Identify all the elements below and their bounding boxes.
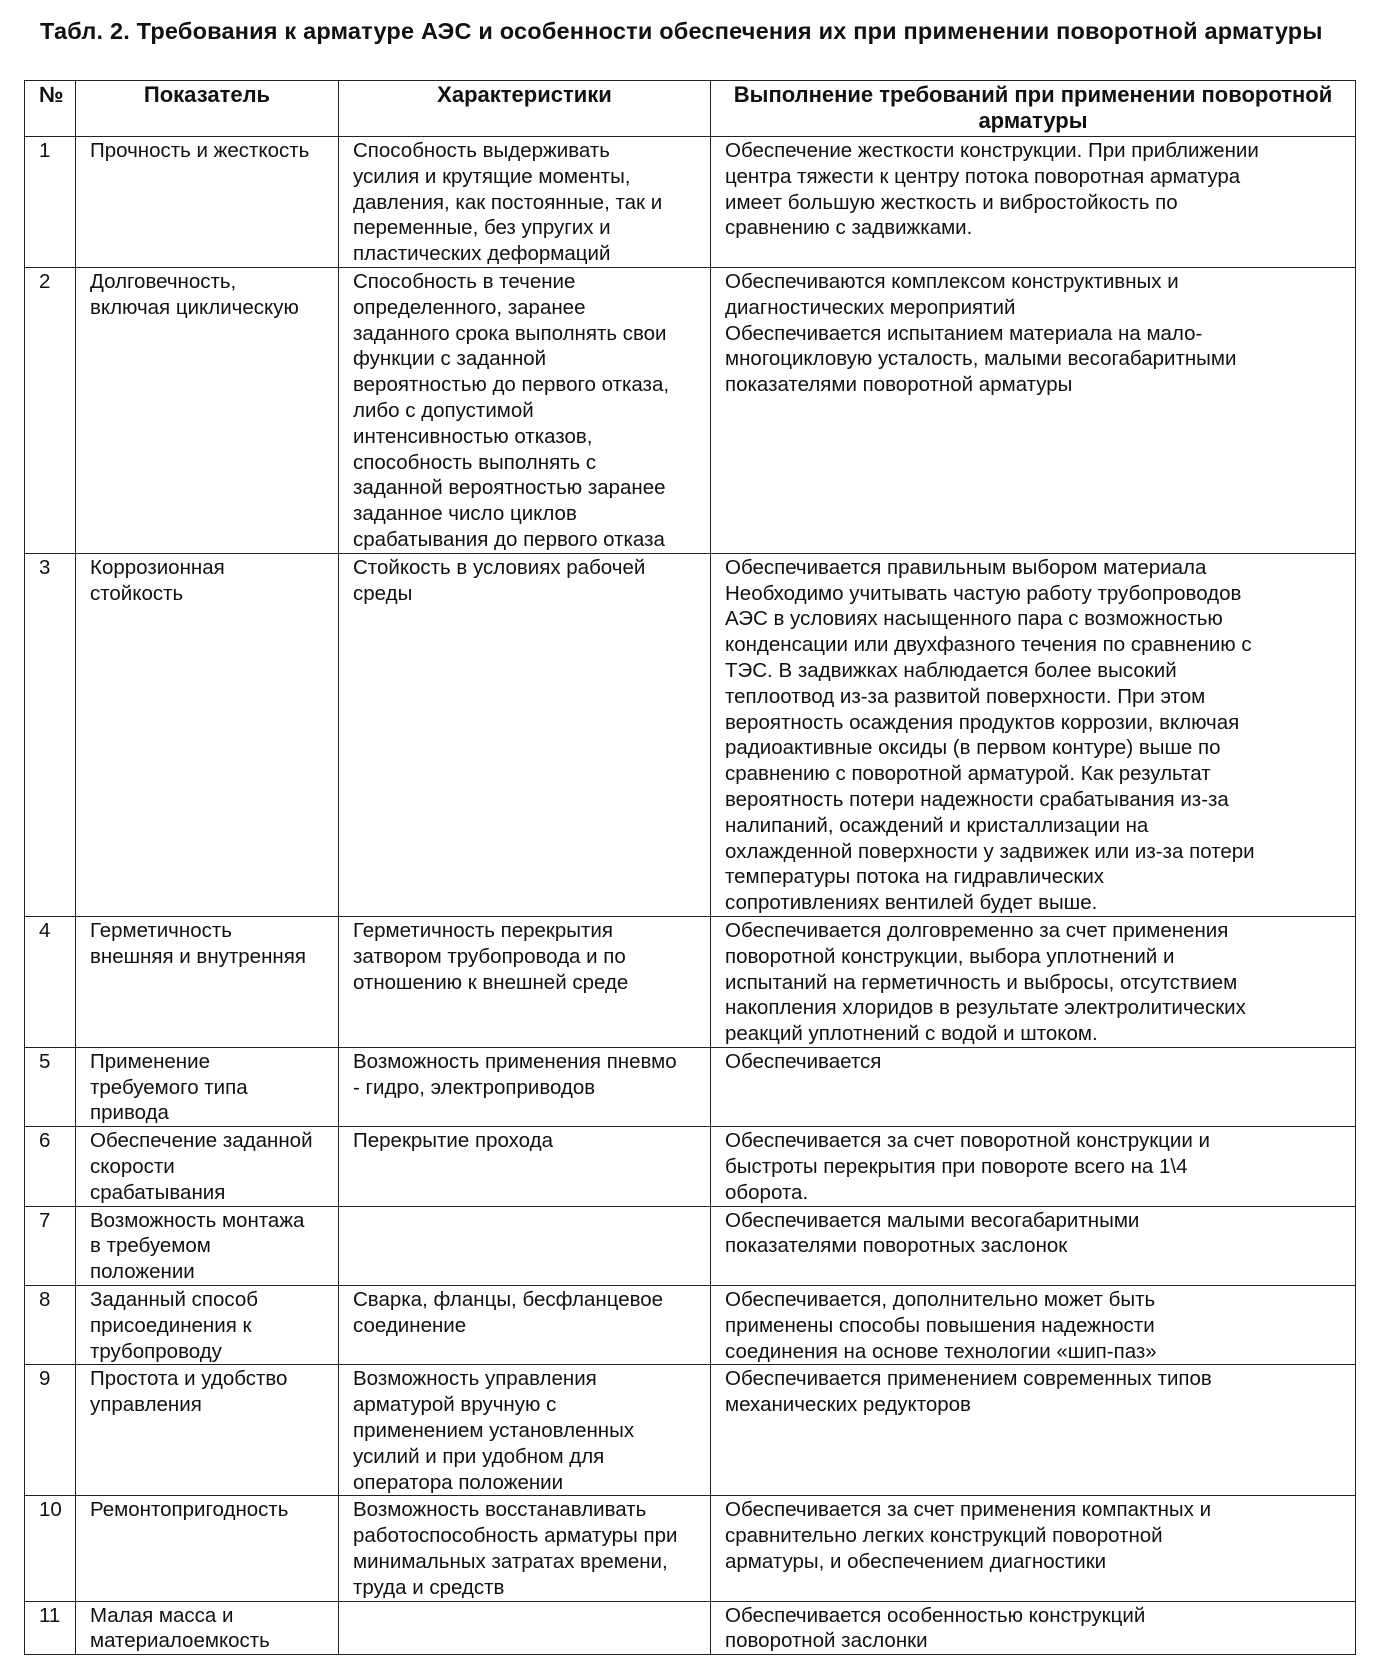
row-number: 10 xyxy=(25,1496,76,1601)
indicator-text-line: требуемого типа xyxy=(90,1075,248,1099)
fulfillment-text-line: теплоотвод из-за развитой поверхности. При этом xyxy=(725,684,1206,708)
characteristics-text-line: Возможность управления xyxy=(353,1367,597,1391)
cell-indicator xyxy=(76,1206,339,1285)
table-row xyxy=(25,1365,1356,1496)
cell-fulfillment xyxy=(711,1047,1356,1126)
cell-fulfillment xyxy=(711,267,1356,553)
cell-characteristics xyxy=(339,1365,711,1496)
cell-fulfillment xyxy=(711,1127,1356,1206)
fulfillment-text-line: Обеспечивается малыми весогабаритными xyxy=(725,1208,1140,1232)
fulfillment-text-line: ТЭС. В задвижках наблюдается более высокий xyxy=(725,658,1177,682)
table-body xyxy=(25,137,1356,1655)
cell-fulfillment xyxy=(711,1496,1356,1601)
row-number: 6 xyxy=(25,1127,76,1206)
fulfillment-text-line: Обеспечивается за счет применения компактных и xyxy=(725,1498,1212,1522)
indicator-text-line: положении xyxy=(90,1260,195,1284)
requirements-table xyxy=(24,80,1356,1655)
fulfillment-text-line: соединения на основе технологии «шип-паз» xyxy=(725,1339,1157,1363)
cell-indicator xyxy=(76,1601,339,1655)
indicator-text-line: срабатывания xyxy=(90,1180,226,1204)
fulfillment-text-line: арматуры, и обеспечением диагностики xyxy=(725,1550,1107,1574)
fulfillment-text-line: конденсации или двухфазного течения по сравнению с xyxy=(725,633,1252,657)
table-row xyxy=(25,1127,1356,1206)
fulfillment-text-line: диагностических мероприятий xyxy=(725,295,1016,319)
table-row xyxy=(25,1601,1356,1655)
indicator-text-line: материалоемкость xyxy=(90,1629,270,1653)
cell-characteristics xyxy=(339,137,711,268)
fulfillment-text-line: Обеспечивается, дополнительно может быть xyxy=(725,1288,1156,1312)
characteristics-text-line: Сварка, фланцы, бесфланцевое xyxy=(353,1288,664,1312)
fulfillment-text-line: Обеспечивается долговременно за счет применения xyxy=(725,918,1229,942)
fulfillment-text-line: реакций уплотнений с водой и штоком. xyxy=(725,1022,1098,1046)
header-indicator: Показатель xyxy=(76,81,339,137)
fulfillment-text-line: поворотной заслонки xyxy=(725,1629,928,1653)
row-number: 11 xyxy=(25,1601,76,1655)
characteristics-text-line: переменные, без упругих и xyxy=(353,216,611,240)
indicator-text-line: Прочность и жесткость xyxy=(90,139,310,162)
row-number: 8 xyxy=(25,1286,76,1365)
characteristics-text-line: отношению к внешней среде xyxy=(353,970,629,994)
characteristics-text-line: интенсивностью отказов, xyxy=(353,424,593,448)
fulfillment-text-line: Обеспечение жесткости конструкции. При приближении xyxy=(725,139,1259,162)
cell-fulfillment xyxy=(711,137,1356,268)
table-row xyxy=(25,916,1356,1047)
table-header-row xyxy=(25,81,1356,137)
characteristics-text-line: функции с заданной xyxy=(353,347,547,371)
fulfillment-text-line: сравнению с задвижками. xyxy=(725,216,973,240)
characteristics-text-line: заданное число циклов xyxy=(353,502,577,526)
cell-characteristics xyxy=(339,1286,711,1365)
fulfillment-text-line: центра тяжести к центру потока поворотная арматура xyxy=(725,164,1241,188)
header-number: № xyxy=(25,81,76,137)
fulfillment-text-line: быстроты перекрытия при повороте всего на 1\4 xyxy=(725,1155,1188,1179)
fulfillment-text-line: вероятность потери надежности срабатывания из-за xyxy=(725,787,1229,811)
indicator-text-line: Заданный способ xyxy=(90,1288,259,1312)
header-characteristics: Характеристики xyxy=(339,81,711,137)
fulfillment-text-line: показателями поворотной арматуры xyxy=(725,373,1073,397)
indicator-text-line: Применение xyxy=(90,1049,210,1073)
characteristics-text-line: определенного, заранее xyxy=(353,295,586,319)
fulfillment-text-line: налипаний, осаждений и кристаллизации на xyxy=(725,813,1149,837)
characteristics-text-line: арматурой вручную с xyxy=(353,1393,557,1417)
indicator-text-line: в требуемом xyxy=(90,1234,211,1258)
table-row xyxy=(25,1047,1356,1126)
row-number: 7 xyxy=(25,1206,76,1285)
characteristics-text-line: Способность выдерживать xyxy=(353,139,610,162)
characteristics-text-line: среды xyxy=(353,581,413,605)
characteristics-text-line: Способность в течение xyxy=(353,269,576,293)
fulfillment-text-line: сравнительно легких конструкций поворотной xyxy=(725,1524,1163,1548)
indicator-text-line: скорости xyxy=(90,1155,175,1179)
cell-characteristics xyxy=(339,1127,711,1206)
fulfillment-text-line: многоцикловую усталость, малыми весогабаритными xyxy=(725,347,1237,371)
fulfillment-text-line: Необходимо учитывать частую работу трубопроводов xyxy=(725,581,1242,605)
fulfillment-text-line: механических редукторов xyxy=(725,1393,971,1417)
fulfillment-text-line: сравнению с поворотной арматурой. Как результат xyxy=(725,762,1211,786)
indicator-text-line: Герметичность xyxy=(90,918,232,942)
cell-indicator xyxy=(76,916,339,1047)
characteristics-text-line: работоспособность арматуры при xyxy=(353,1524,678,1548)
cell-indicator xyxy=(76,137,339,268)
indicator-text-line: Обеспечение заданной xyxy=(90,1129,313,1153)
cell-fulfillment xyxy=(711,1206,1356,1285)
indicator-text-line: Ремонтопригодность xyxy=(90,1498,289,1522)
table-row xyxy=(25,1286,1356,1365)
cell-characteristics xyxy=(339,1047,711,1126)
fulfillment-text-line: Обеспечивается за счет поворотной конструкции и xyxy=(725,1129,1210,1153)
cell-indicator xyxy=(76,1286,339,1365)
fulfillment-text-line: испытаний на герметичность и выбросы, отсутствием xyxy=(725,970,1238,994)
indicator-text-line: Малая масса и xyxy=(90,1603,234,1627)
characteristics-text-line: заданного срока выполнять свои xyxy=(353,321,667,345)
indicator-text-line: Коррозионная xyxy=(90,555,225,579)
cell-fulfillment xyxy=(711,1286,1356,1365)
cell-indicator xyxy=(76,1365,339,1496)
indicator-text-line: стойкость xyxy=(90,581,184,605)
characteristics-text-line: заданной вероятностью заранее xyxy=(353,476,666,500)
cell-characteristics xyxy=(339,267,711,553)
table-row xyxy=(25,1496,1356,1601)
characteristics-text-line: Стойкость в условиях рабочей xyxy=(353,555,646,579)
characteristics-text-line: либо с допустимой xyxy=(353,398,534,422)
fulfillment-text-line: Обеспечивается испытанием материала на мало- xyxy=(725,321,1203,345)
row-number: 4 xyxy=(25,916,76,1047)
fulfillment-text-line: накопления хлоридов в результате электролитических xyxy=(725,996,1246,1020)
fulfillment-text-line: оборота. xyxy=(725,1180,809,1204)
characteristics-text-line: труда и средств xyxy=(353,1575,505,1599)
fulfillment-text-line: радиоактивные оксиды (в первом контуре) выше по xyxy=(725,736,1221,760)
indicator-text-line: Простота и удобство xyxy=(90,1367,288,1391)
fulfillment-text-line: поворотной конструкции, выбора уплотнений и xyxy=(725,944,1175,968)
characteristics-text-line: давления, как постоянные, так и xyxy=(353,190,663,214)
indicator-text-line: Долговечность, xyxy=(90,269,237,293)
indicator-text-line: присоединения к xyxy=(90,1313,252,1337)
cell-fulfillment xyxy=(711,916,1356,1047)
fulfillment-text-line: показателями поворотных заслонок xyxy=(725,1234,1068,1258)
characteristics-text-line: пластических деформаций xyxy=(353,242,611,266)
cell-characteristics xyxy=(339,1496,711,1601)
cell-characteristics xyxy=(339,553,711,916)
row-number: 5 xyxy=(25,1047,76,1126)
characteristics-text-line: вероятностью до первого отказа, xyxy=(353,373,670,397)
characteristics-text-line: Герметичность перекрытия xyxy=(353,918,613,942)
cell-indicator xyxy=(76,553,339,916)
fulfillment-text-line: Обеспечивается особенностью конструкций xyxy=(725,1603,1146,1627)
fulfillment-text-line: АЭС в условиях насыщенного пара с возможностью xyxy=(725,607,1223,631)
indicator-text-line: Возможность монтажа xyxy=(90,1208,305,1232)
cell-indicator xyxy=(76,1047,339,1126)
characteristics-text-line: Возможность восстанавливать xyxy=(353,1498,647,1522)
cell-indicator xyxy=(76,1496,339,1601)
fulfillment-text-line: применены способы повышения надежности xyxy=(725,1313,1155,1337)
indicator-text-line: внешняя и внутренняя xyxy=(90,944,306,968)
cell-indicator xyxy=(76,267,339,553)
row-number: 1 xyxy=(25,137,76,268)
cell-characteristics xyxy=(339,916,711,1047)
fulfillment-text-line: сопротивлениях вентилей будет выше. xyxy=(725,891,1098,915)
characteristics-text-line: способность выполнять с xyxy=(353,450,597,474)
cell-characteristics xyxy=(339,1206,711,1285)
cell-characteristics xyxy=(339,1601,711,1655)
characteristics-text-line: соединение xyxy=(353,1313,467,1337)
fulfillment-text-line: имеет большую жесткость и вибростойкость по xyxy=(725,190,1178,214)
row-number: 3 xyxy=(25,553,76,916)
characteristics-text-line: - гидро, электроприводов xyxy=(353,1075,596,1099)
indicator-text-line: управления xyxy=(90,1393,202,1417)
cell-fulfillment xyxy=(711,1601,1356,1655)
indicator-text-line: включая циклическую xyxy=(90,295,299,319)
fulfillment-text-line: Обеспечиваются комплексом конструктивных и xyxy=(725,269,1179,293)
indicator-text-line: привода xyxy=(90,1101,169,1125)
cell-indicator xyxy=(76,1127,339,1206)
characteristics-text-line: срабатывания до первого отказа xyxy=(353,527,665,551)
characteristics-text-line: применением установленных xyxy=(353,1419,635,1443)
characteristics-text-line: усилий и при удобном для xyxy=(353,1444,605,1468)
row-number: 9 xyxy=(25,1365,76,1496)
table-row xyxy=(25,267,1356,553)
fulfillment-text-line: охлажденной поверхности у задвижек или из-за потери xyxy=(725,839,1255,863)
characteristics-text-line: оператора положении xyxy=(353,1470,564,1494)
row-number: 2 xyxy=(25,267,76,553)
header-fulfillment: Выполнение требований при применении поворотной арматуры xyxy=(711,81,1356,137)
table-row xyxy=(25,553,1356,916)
characteristics-text-line: Перекрытие прохода xyxy=(353,1129,553,1153)
cell-fulfillment xyxy=(711,1365,1356,1496)
fulfillment-text-line: Обеспечивается применением современных типов xyxy=(725,1367,1212,1391)
indicator-text-line: трубопроводу xyxy=(90,1339,222,1363)
characteristics-text-line: усилия и крутящие моменты, xyxy=(353,164,631,188)
table-title: Табл. 2. Требования к арматуре АЭС и особенности обеспечения их при применении поворотной арматуры xyxy=(40,18,1323,44)
fulfillment-text-line: вероятность осаждения продуктов коррозии, включая xyxy=(725,710,1240,734)
fulfillment-text-line: температуры потока на гидравлических xyxy=(725,865,1105,889)
characteristics-text-line: минимальных затратах времени, xyxy=(353,1550,668,1574)
characteristics-text-line: Возможность применения пневмо xyxy=(353,1049,677,1073)
characteristics-text-line: затвором трубопровода и по xyxy=(353,944,626,968)
fulfillment-text-line: Обеспечивается правильным выбором материала xyxy=(725,555,1207,579)
table-row xyxy=(25,1206,1356,1285)
table-row xyxy=(25,137,1356,268)
cell-fulfillment xyxy=(711,553,1356,916)
fulfillment-text-line: Обеспечивается xyxy=(725,1049,882,1073)
